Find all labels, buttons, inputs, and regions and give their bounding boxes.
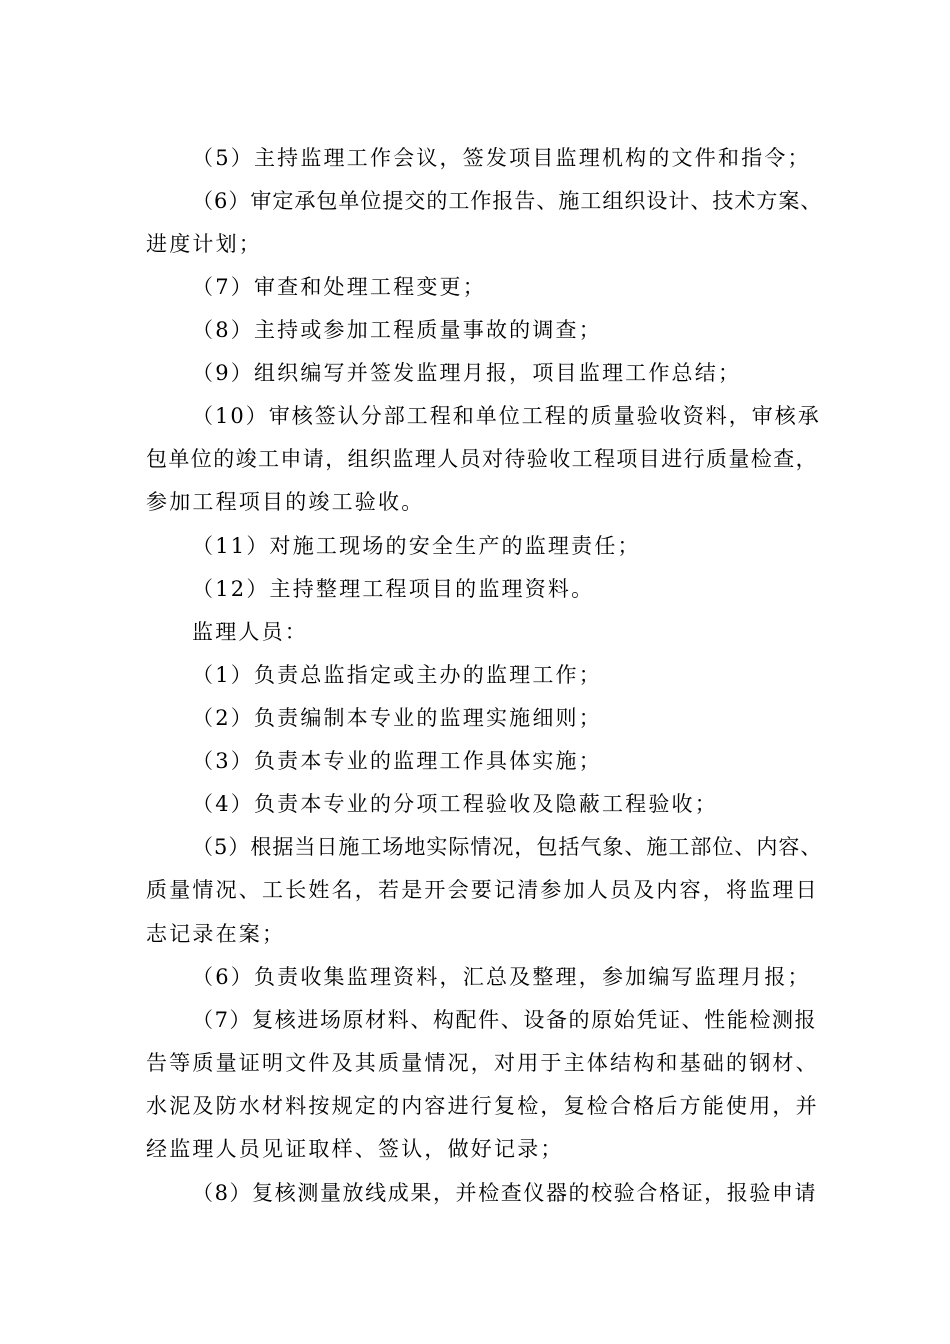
text-line: 水泥及防水材料按规定的内容进行复检，复检合格后方能使用，并: [146, 1094, 819, 1118]
text-line: 质量情况、工长姓名，若是开会要记清参加人员及内容，将监理日: [146, 878, 819, 902]
text-line: （4）负责本专业的分项工程验收及隐蔽工程验收；: [192, 792, 718, 816]
text-line: 参加工程项目的竣工验收。: [146, 490, 425, 514]
text-line: （5）根据当日施工场地实际情况，包括气象、施工部位、内容、: [192, 835, 823, 859]
text-line: 经监理人员见证取样、签认，做好记录；: [146, 1137, 564, 1161]
text-line: （7）审查和处理工程变更；: [192, 275, 486, 299]
text-line: （3）负责本专业的监理工作具体实施；: [192, 749, 602, 773]
text-line: （2）负责编制本专业的监理实施细则；: [192, 706, 602, 730]
section-heading: 监理人员：: [192, 620, 308, 644]
text-line: 告等质量证明文件及其质量情况，对用于主体结构和基础的钢材、: [146, 1051, 819, 1075]
text-line: （11）对施工现场的安全生产的监理责任；: [192, 534, 641, 558]
text-line: 进度计划；: [146, 232, 262, 256]
text-line: （10）审核签认分部工程和单位工程的质量验收资料，审核承: [192, 404, 821, 428]
text-line: （12）主持整理工程项目的监理资料。: [192, 577, 595, 601]
text-line: （7）复核进场原材料、构配件、设备的原始凭证、性能检测报: [192, 1008, 818, 1032]
text-line: （5）主持监理工作会议，签发项目监理机构的文件和指令；: [192, 146, 811, 170]
text-line: （9）组织编写并签发监理月报，项目监理工作总结；: [192, 361, 742, 385]
text-line: （6）负责收集监理资料，汇总及整理，参加编写监理月报；: [192, 965, 811, 989]
text-line: （6）审定承包单位提交的工作报告、施工组织设计、技术方案、: [192, 189, 823, 213]
text-line: 志记录在案；: [146, 922, 286, 946]
text-line: （8）主持或参加工程质量事故的调查；: [192, 318, 602, 342]
text-line: （1）负责总监指定或主办的监理工作；: [192, 663, 602, 687]
text-line: 包单位的竣工申请，组织监理人员对待验收工程项目进行质量检查，: [146, 447, 818, 471]
text-line: （8）复核测量放线成果，并检查仪器的校验合格证，报验申请: [192, 1181, 818, 1205]
